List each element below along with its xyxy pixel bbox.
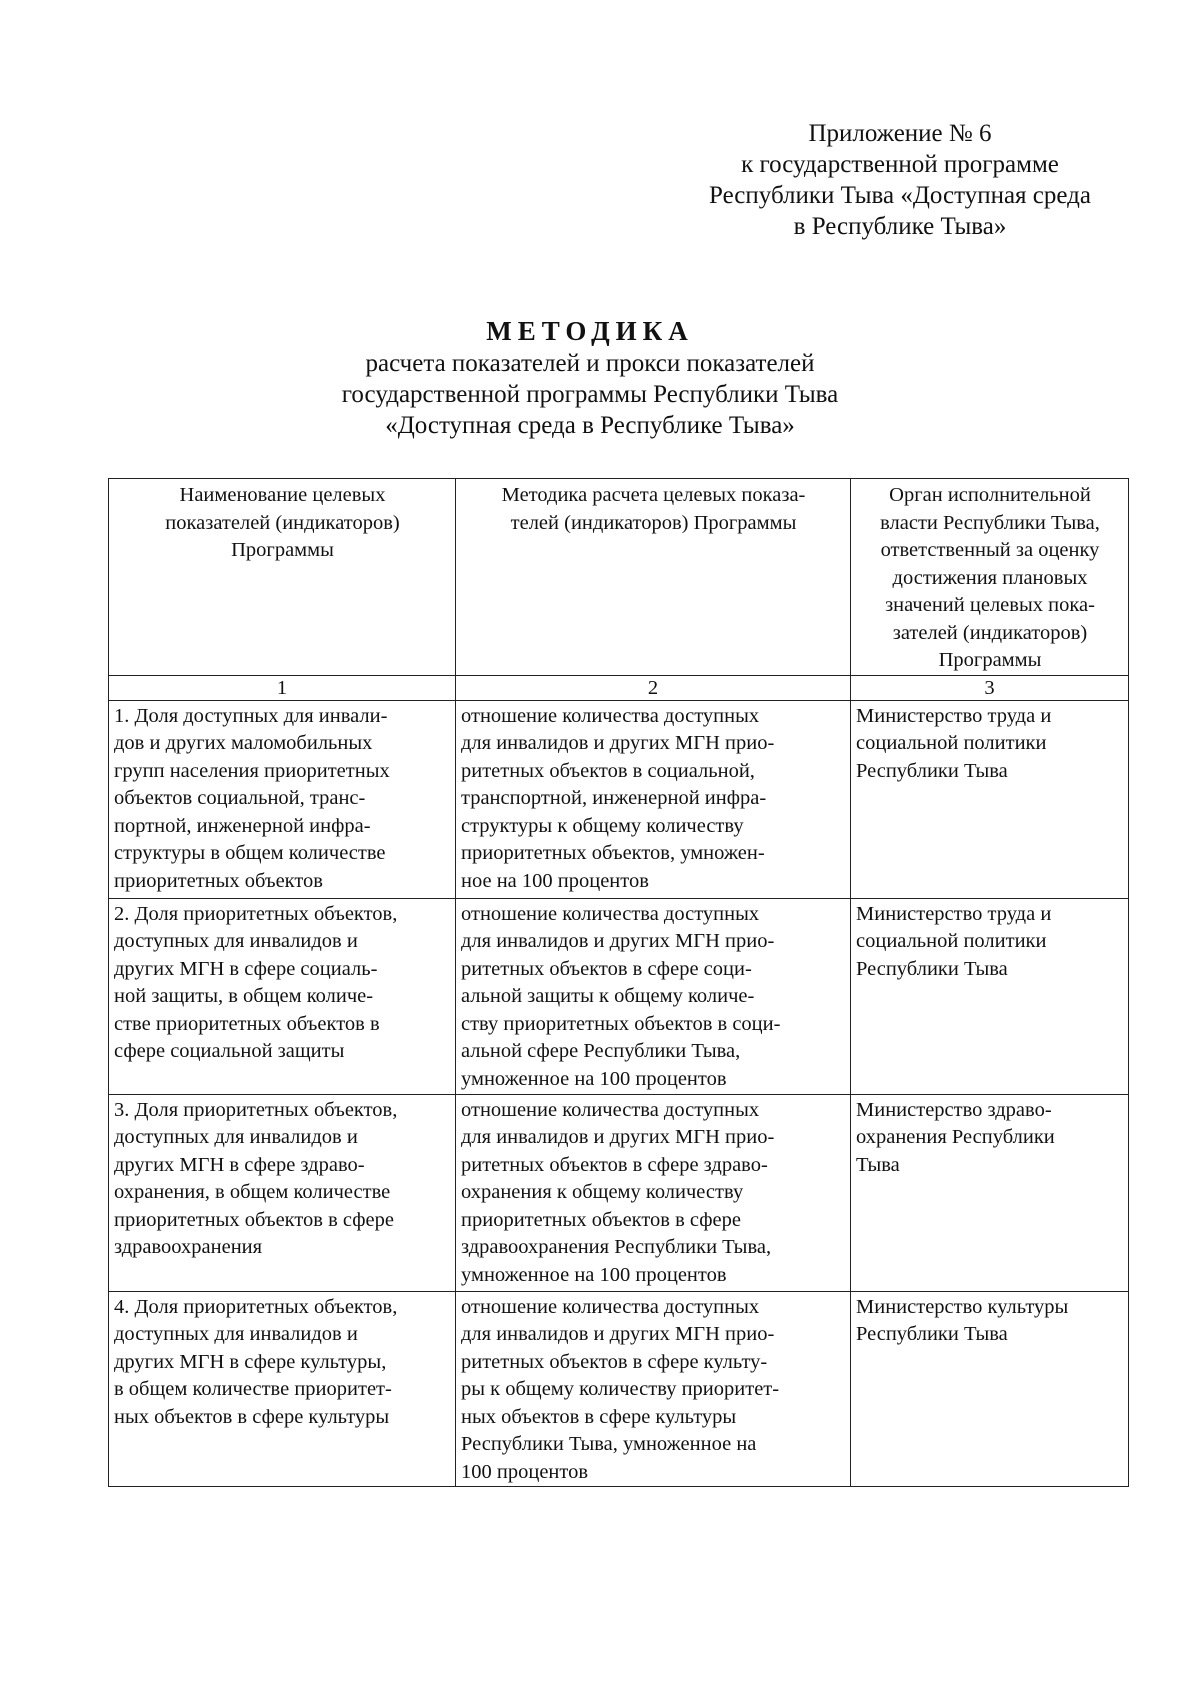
cell-line: социальной политики	[856, 930, 1047, 952]
cell-line: охранения к общему количеству	[461, 1181, 744, 1203]
header-line: Программы	[938, 649, 1042, 671]
cell-line: ству приоритетных объектов в соци-	[461, 1012, 781, 1035]
cell-line: 100 процентов	[461, 1460, 589, 1483]
subtitle-line: расчета показателей и прокси показателей	[365, 350, 815, 377]
header-indicator-name	[109, 479, 456, 676]
cell-line: в общем количестве приоритет-	[114, 1378, 392, 1400]
cell-line: Тыва	[856, 1153, 900, 1176]
cell-line: 4. Доля приоритетных объектов,	[114, 1295, 398, 1318]
header-line: власти Республики Тыва,	[880, 511, 1100, 534]
authority-cell	[851, 898, 1129, 1094]
indicator-cell	[109, 1291, 456, 1487]
header-line: показателей (индикаторов)	[165, 511, 400, 534]
table-row	[109, 700, 1129, 898]
cell-line: Республики Тыва	[856, 1323, 1008, 1345]
cell-line: других МГН в сфере культуры,	[114, 1350, 387, 1373]
appendix-line: в Республике Тыва»	[793, 213, 1007, 240]
column-number: 1	[109, 675, 456, 700]
cell-line: ритетных объектов в сфере культу-	[461, 1350, 768, 1373]
appendix-line: Приложение № 6	[808, 120, 992, 147]
header-line: зателей (индикаторов)	[892, 621, 1088, 644]
cell-line: ных объектов в сфере культуры	[114, 1405, 390, 1428]
indicator-cell	[109, 1094, 456, 1291]
cell-line: доступных для инвалидов и	[114, 1323, 358, 1345]
header-line: Орган исполнительной	[889, 484, 1091, 506]
indicator-cell	[109, 700, 456, 898]
cell-line: Министерство труда и	[856, 902, 1052, 925]
header-line: Программы	[231, 539, 334, 561]
cell-line: портной, инженерной инфра-	[114, 814, 371, 837]
header-method	[456, 479, 851, 676]
indicator-cell	[109, 898, 456, 1094]
methodology-table	[108, 478, 1129, 1487]
cell-line: ритетных объектов в сфере здраво-	[461, 1153, 768, 1176]
table-row	[109, 898, 1129, 1094]
cell-line: Министерство культуры	[856, 1295, 1069, 1318]
cell-line: стве приоритетных объектов в	[114, 1012, 380, 1035]
cell-line: ных объектов в сфере культуры	[461, 1405, 737, 1428]
authority-cell	[851, 1094, 1129, 1291]
cell-line: отношение количества доступных	[461, 1098, 760, 1121]
cell-line: социальной политики	[856, 732, 1047, 754]
cell-line: 3. Доля приоритетных объектов,	[114, 1098, 398, 1121]
method-cell	[456, 898, 851, 1094]
cell-line: умноженное на 100 процентов	[461, 1263, 727, 1286]
cell-line: ное на 100 процентов	[461, 869, 649, 892]
header-line: телей (индикаторов) Программы	[510, 511, 797, 534]
cell-line: отношение количества доступных	[461, 902, 760, 925]
method-cell	[456, 1291, 851, 1487]
cell-line: групп населения приоритетных	[114, 759, 390, 782]
cell-line: альной защиты к общему количе-	[461, 985, 755, 1007]
cell-line: для инвалидов и других МГН прио-	[461, 1323, 775, 1345]
cell-line: сфере социальной защиты	[114, 1040, 345, 1062]
cell-line: Министерство труда и	[856, 704, 1052, 727]
header-line: значений целевых пока-	[885, 594, 1095, 616]
cell-line: ры к общему количеству приоритет-	[461, 1378, 780, 1400]
header-line: Наименование целевых	[179, 484, 386, 506]
table-header-row	[109, 479, 1129, 676]
method-cell	[456, 700, 851, 898]
cell-line: для инвалидов и других МГН прио-	[461, 1126, 775, 1148]
cell-line: объектов социальной, транс-	[114, 787, 366, 809]
cell-line: для инвалидов и других МГН прио-	[461, 732, 775, 754]
cell-line: ной защиты, в общем количе-	[114, 985, 374, 1007]
column-number: 3	[851, 675, 1129, 700]
header-line: Методика расчета целевых показа-	[501, 484, 806, 506]
table-row	[109, 1094, 1129, 1291]
cell-line: других МГН в сфере социаль-	[114, 957, 378, 980]
header-line: ответственный за оценку	[880, 539, 1100, 561]
appendix-heading	[680, 118, 1120, 242]
column-number-row	[109, 675, 1129, 700]
cell-line: структуры к общему количеству	[461, 814, 744, 837]
cell-line: альной сфере Республики Тыва,	[461, 1040, 741, 1062]
document-subtitle	[100, 348, 1080, 441]
cell-line: 2. Доля приоритетных объектов,	[114, 902, 398, 925]
authority-cell	[851, 1291, 1129, 1487]
cell-line: здравоохранения Республики Тыва,	[461, 1236, 772, 1258]
cell-line: приоритетных объектов, умножен-	[461, 842, 765, 864]
title-block	[100, 314, 1080, 441]
column-number: 2	[456, 675, 851, 700]
cell-line: дов и других маломобильных	[114, 732, 373, 754]
cell-line: Министерство здраво-	[856, 1098, 1052, 1121]
cell-line: отношение количества доступных	[461, 704, 760, 727]
cell-line: приоритетных объектов в сфере	[114, 1208, 394, 1231]
cell-line: для инвалидов и других МГН прио-	[461, 930, 775, 952]
cell-line: охранения Республики	[856, 1126, 1055, 1148]
cell-line: отношение количества доступных	[461, 1295, 760, 1318]
cell-line: умноженное на 100 процентов	[461, 1067, 727, 1090]
cell-line: доступных для инвалидов и	[114, 1126, 358, 1148]
cell-line: Республики Тыва	[856, 759, 1008, 782]
header-line: достижения плановых	[892, 566, 1088, 589]
cell-line: Республики Тыва	[856, 957, 1008, 980]
appendix-line: к государственной программе	[741, 151, 1059, 178]
cell-line: ритетных объектов в сфере соци-	[461, 957, 752, 980]
subtitle-line: «Доступная среда в Республике Тыва»	[385, 412, 795, 439]
cell-line: структуры в общем количестве	[114, 842, 386, 864]
cell-line: ритетных объектов в социальной,	[461, 759, 755, 782]
method-cell	[456, 1094, 851, 1291]
cell-line: приоритетных объектов	[114, 869, 323, 892]
cell-line: транспортной, инженерной инфра-	[461, 787, 767, 809]
subtitle-line: государственной программы Республики Тыва	[341, 381, 839, 408]
cell-line: других МГН в сфере здраво-	[114, 1153, 365, 1176]
authority-cell	[851, 700, 1129, 898]
cell-line: здравоохранения	[114, 1236, 263, 1258]
cell-line: охранения, в общем количестве	[114, 1181, 391, 1203]
appendix-line: Республики Тыва «Доступная среда	[709, 182, 1091, 209]
document-title: МЕТОДИКА	[486, 316, 694, 346]
table-row	[109, 1291, 1129, 1487]
cell-line: приоритетных объектов в сфере	[461, 1208, 741, 1231]
cell-line: доступных для инвалидов и	[114, 930, 358, 952]
header-authority	[851, 479, 1129, 676]
cell-line: 1. Доля доступных для инвали-	[114, 704, 388, 727]
cell-line: Республики Тыва, умноженное на	[461, 1433, 757, 1455]
